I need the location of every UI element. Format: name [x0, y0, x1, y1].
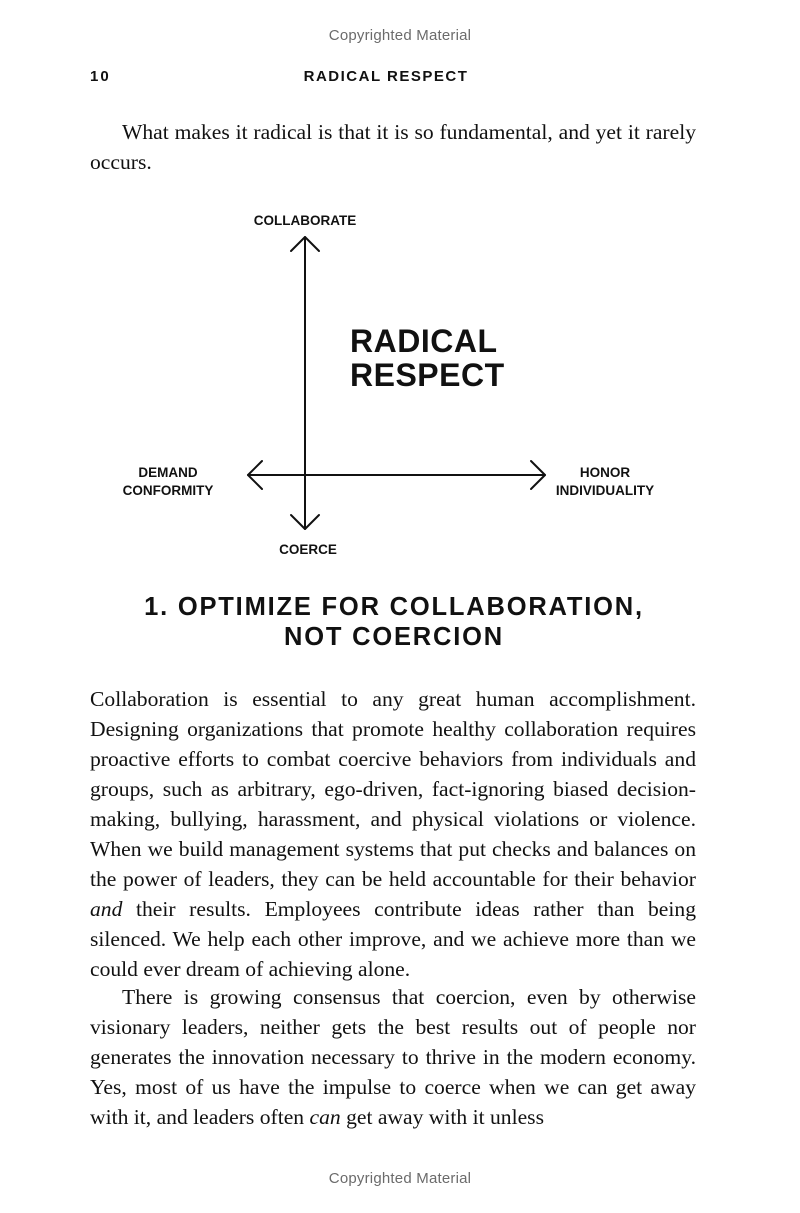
- paragraph1-text-start: Collaboration is essential to any great human accomplishment. Designing organizations that promote healthy collaboration requires proactive efforts to combat coercive behaviors from individuals and groups, such as arbitrary, ego-driven, fact-ignoring biased decision-making, bullying, harassment, and physical violations or violence. When we build management systems that put checks and balances on the power of leaders, they can be held accountable for their behavior: [90, 687, 696, 891]
- axis-label-coerce: COERCE: [279, 542, 337, 557]
- page-number: 10: [90, 68, 111, 85]
- paragraph1-emphasis: and: [90, 897, 123, 921]
- section-heading: [0, 592, 788, 652]
- quadrant-title: [350, 324, 590, 392]
- section-heading-line2: NOT COERCION: [284, 623, 504, 651]
- paragraph1-text-end: their results. Employees contribute ideas rather than being silenced. We help each other improve, and we achieve more than we could ever dream of achieving alone.: [90, 897, 696, 981]
- running-head: RADICAL RESPECT: [303, 68, 469, 85]
- paragraph2-text-start: There is growing consensus that coercion, even by otherwise visionary leaders, neither gets the best results out of people nor generates the innovation necessary to thrive in the modern economy. Yes, most of us have the impulse to coerce when we can get away with it, and leaders often: [90, 985, 696, 1129]
- copyright-notice-top: Copyrighted Material: [328, 27, 472, 44]
- paragraph2-text-end: get away with it unless: [340, 1105, 544, 1129]
- section-heading-line1: 1. OPTIMIZE FOR COLLABORATION,: [144, 593, 644, 621]
- axis-label-right-line1: HONOR: [579, 465, 631, 480]
- radical-respect-diagram: [0, 200, 800, 570]
- axis-label-collaborate: COLLABORATE: [253, 213, 357, 228]
- paragraph2-emphasis: can: [309, 1105, 341, 1129]
- copyright-notice-bottom: Copyrighted Material: [328, 1170, 472, 1187]
- axis-label-honor-individuality: [540, 464, 670, 500]
- quadrant-title-line1: RADICAL: [350, 323, 498, 359]
- axis-label-right-line2: INDIVIDUALITY: [555, 483, 655, 498]
- quadrant-title-line2: RESPECT: [350, 357, 505, 393]
- axis-label-demand-conformity: [103, 464, 233, 500]
- body-paragraph-1: [90, 684, 696, 984]
- intro-paragraph: What makes it radical is that it is so fundamental, and yet it rarely occurs.: [90, 120, 696, 174]
- body-paragraph-2: [90, 982, 696, 1132]
- axis-label-left-line1: DEMAND: [138, 465, 198, 480]
- axis-label-left-line2: CONFORMITY: [122, 483, 214, 498]
